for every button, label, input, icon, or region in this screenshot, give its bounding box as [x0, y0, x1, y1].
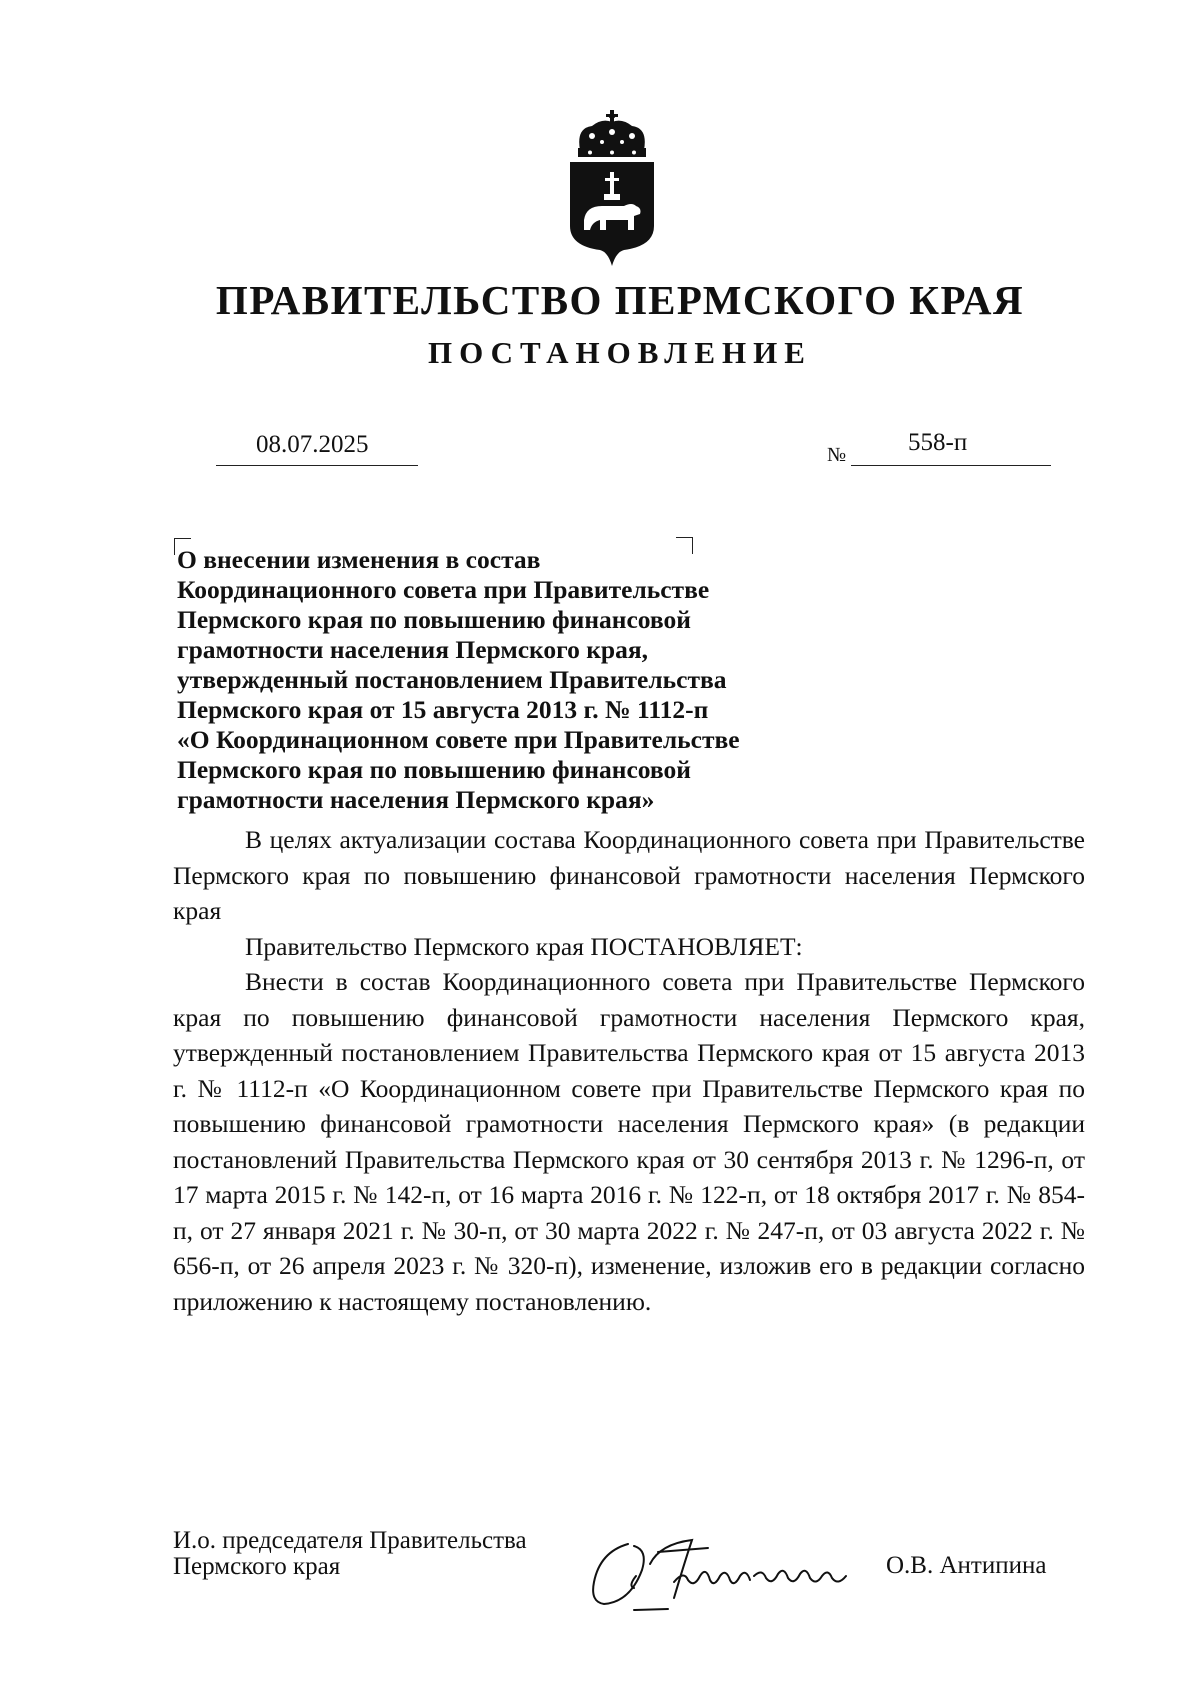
- subject-line: утвержденный постановлением Правительства: [177, 665, 727, 694]
- document-subject: [177, 545, 817, 815]
- signatory-position-line: И.о. председателя Правительства: [173, 1527, 527, 1554]
- subject-line: Пермского края по повышению финансовой: [177, 755, 691, 784]
- document-body: [173, 822, 1085, 1319]
- subject-line: Пермского края по повышению финансовой: [177, 605, 691, 634]
- subject-line: грамотности населения Пермского края»: [177, 785, 655, 814]
- signatory-name: О.В. Антипина: [886, 1552, 1047, 1579]
- government-title: ПРАВИТЕЛЬСТВО ПЕРМСКОГО КРАЯ: [215, 277, 1025, 323]
- subject-line: грамотности населения Пермского края,: [177, 635, 649, 664]
- document-number: 558-п: [908, 429, 968, 456]
- signatory-position: [173, 1528, 527, 1580]
- document-type: ПОСТАНОВЛЕНИЕ: [428, 335, 812, 370]
- document-date: 08.07.2025: [256, 431, 369, 458]
- subject-line: Координационного совета при Правительстве: [177, 575, 710, 604]
- subject-line: О внесении изменения в состав: [177, 545, 541, 574]
- signatory-position-line: Пермского края: [173, 1553, 341, 1580]
- body-paragraph-decision: Внести в состав Координационного совета при Правительстве Пермского края по повышению финансовой грамотности населения Пермского края, утвержденный постановлением Правительства Пермского края от 15 августа 2013 г. № 1112-п «О Координационном совете при Правительстве Пермского края по повышению финансовой грамотности населения Пермского края» (в редакции постановлений Правительства Пермского края от 30 сентября 2013 г. № 1296-п, от 17 марта 2015 г. № 142-п, от 16 марта 2016 г. № 122-п, от 18 октября 2017 г. № 854-п, от 27 января 2021 г. № 30-п, от 30 марта 2022 г. № 247-п, от 03 августа 2022 г. № 656-п, от 26 апреля 2023 г. № 320-п), изменение, изложив его в редакции согласно приложению к настоящему постановлению.: [173, 967, 1085, 1316]
- subject-line: Пермского края от 15 августа 2013 г. № 1112-п: [177, 695, 709, 724]
- coat-of-arms-icon: [562, 108, 662, 268]
- subject-line: «О Координационном совете при Правительстве: [177, 725, 740, 754]
- document-date-field: [216, 425, 418, 466]
- document-number-field: [851, 425, 1051, 466]
- handwritten-signature: [588, 1530, 908, 1612]
- body-paragraph-resolves: Правительство Пермского края ПОСТАНОВЛЯЕТ:: [245, 931, 803, 961]
- body-paragraph-preamble: В целях актуализации состава Координационного совета при Правительстве Пермского края по повышению финансовой грамотности населения Пермского края: [173, 825, 1085, 925]
- number-sign: №: [827, 444, 847, 466]
